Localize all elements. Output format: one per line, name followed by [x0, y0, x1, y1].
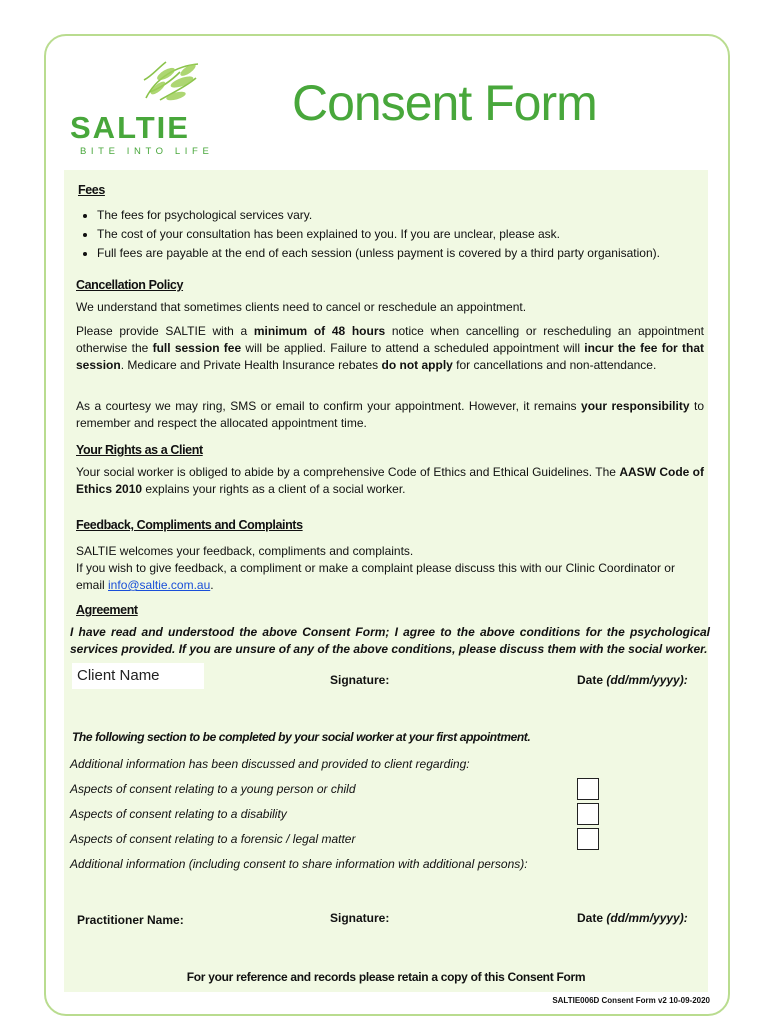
- fees-list: [75, 206, 660, 263]
- client-name-field[interactable]: Client Name: [72, 663, 204, 689]
- agreement-heading: Agreement: [76, 603, 138, 617]
- fees-heading: Fees: [78, 183, 105, 197]
- text-run: for cancellations and non-attendance.: [452, 358, 657, 372]
- practitioner-signature-label: Signature:: [330, 911, 390, 925]
- practitioner-date-label: [577, 910, 688, 927]
- form-code: SALTIE006D Consent Form v2 10-09-2020: [552, 996, 710, 1005]
- text-run-bold: full session fee: [152, 341, 242, 355]
- aspect-young-person: Aspects of consent relating to a young person or child: [70, 782, 356, 796]
- logo-tagline: BITE INTO LIFE: [80, 146, 214, 157]
- rights-heading: Your Rights as a Client: [76, 443, 203, 457]
- text-run: If you wish to give feedback, a compliment or make a complaint please discuss this with our Clinic Coordinator or email: [76, 561, 675, 592]
- retain-copy-note: For your reference and records please retain a copy of this Consent Form: [186, 970, 586, 984]
- text-run: (dd/mm/yyyy):: [606, 911, 688, 925]
- page-title: Consent Form: [292, 75, 597, 131]
- rights-text: [76, 464, 704, 498]
- feedback-text: [76, 560, 706, 594]
- list-item: • The fees for psychological services vary.: [97, 206, 660, 225]
- practitioner-name-label: Practitioner Name:: [77, 913, 184, 927]
- text-run: Your social worker is obliged to abide by a comprehensive Code of Ethics and Ethical Guidelines. The: [76, 465, 620, 479]
- text-run: notice when cancelling or rescheduling an appointment otherwise the: [76, 324, 704, 355]
- text-run: Please provide SALTIE with a: [76, 324, 254, 338]
- saltie-logo: [66, 58, 216, 158]
- worker-section-intro: Additional information has been discussed and provided to client regarding:: [70, 757, 470, 771]
- text-run-bold: AASW Code of Ethics 2010: [76, 465, 705, 496]
- cancellation-intro: We understand that sometimes clients need to cancel or reschedule an appointment.: [76, 300, 527, 314]
- cancellation-policy-text: [76, 323, 704, 374]
- text-run: Date: [577, 673, 604, 687]
- text-run: explains your rights as a client of a social worker.: [142, 482, 406, 496]
- text-run-bold: your responsibility: [581, 399, 690, 413]
- email-link[interactable]: info@saltie.com.au: [108, 578, 211, 592]
- list-item: • Full fees are payable at the end of each session (unless payment is covered by a third party organisation).: [97, 244, 660, 263]
- text-run: As a courtesy we may ring, SMS or email to confirm your appointment. However, it remains: [76, 399, 582, 413]
- young-person-checkbox[interactable]: [577, 778, 599, 800]
- additional-info-label: Additional information (including consent to share information with additional persons):: [70, 857, 528, 871]
- aspect-disability: Aspects of consent relating to a disability: [70, 807, 287, 821]
- worker-section-heading: The following section to be completed by your social worker at your first appointment.: [72, 730, 531, 744]
- text-run: . Medicare and Private Health Insurance rebates: [120, 358, 382, 372]
- feedback-heading: Feedback, Compliments and Complaints: [76, 518, 303, 532]
- feedback-intro: SALTIE welcomes your feedback, compliments and complaints.: [76, 544, 414, 558]
- text-run: .: [210, 578, 214, 592]
- aspect-forensic: Aspects of consent relating to a forensic / legal matter: [70, 832, 356, 846]
- list-item: • The cost of your consultation has been explained to you. If you are unclear, please ask.: [97, 225, 660, 244]
- text-run-bold: do not apply: [381, 358, 453, 372]
- cancellation-heading: Cancellation Policy: [76, 278, 184, 292]
- client-signature-label: Signature:: [330, 673, 390, 687]
- disability-checkbox[interactable]: [577, 803, 599, 825]
- leaf-crocodile-icon: [136, 58, 206, 110]
- text-run: will be applied. Failure to attend a scheduled appointment will: [241, 341, 585, 355]
- forensic-checkbox[interactable]: [577, 828, 599, 850]
- text-run: Date: [577, 911, 604, 925]
- text-run: (dd/mm/yyyy):: [606, 673, 688, 687]
- text-run-bold: minimum of 48 hours: [253, 324, 386, 338]
- agreement-text: I have read and understood the above Consent Form; I agree to the above conditions for the psychological services provided. If you are unsure of any of the above conditions, please discuss them with the social worker.: [70, 625, 710, 656]
- text-run: to remember and respect the allocated appointment time.: [76, 399, 705, 430]
- logo-brand: SALTIE: [70, 110, 190, 145]
- client-date-label: [577, 672, 688, 689]
- text-run-bold: incur the fee for that session: [76, 341, 704, 372]
- courtesy-text: [76, 398, 704, 432]
